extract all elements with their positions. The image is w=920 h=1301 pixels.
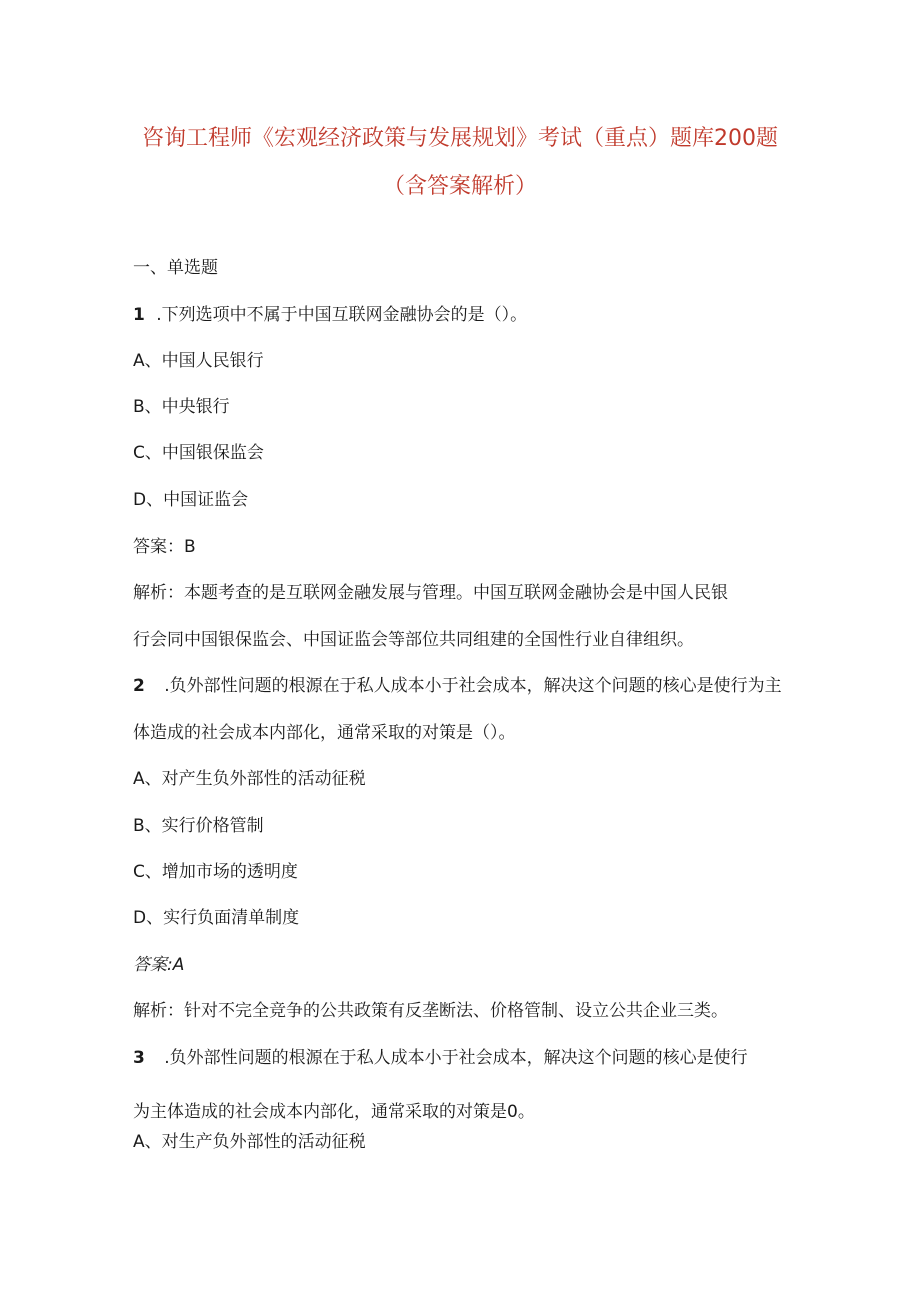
option-d: D、实行负面清单制度: [133, 908, 300, 928]
option-a: A、对产生负外部性的活动征税: [133, 769, 366, 789]
analysis-line-1: 解析：本题考查的是互联网金融发展与管理。中国互联网金融协会是中国人民银: [133, 583, 728, 603]
answer: 答案:A: [133, 955, 185, 975]
option-b: B、中央银行: [133, 397, 230, 417]
option-d: D、中国证监会: [133, 490, 249, 510]
question-number: 1: [133, 305, 145, 325]
option-a: A、中国人民银行: [133, 351, 264, 371]
title-line-2: （含答案解析）: [382, 174, 537, 199]
question-text-cont: 体造成的社会成本内部化，通常采取的对策是（）。: [133, 723, 516, 743]
answer: 答案：B: [133, 537, 196, 557]
option-b: B、实行价格管制: [133, 816, 264, 836]
question-number: 3: [133, 1048, 145, 1068]
option-c: C、中国银保监会: [133, 443, 264, 463]
question-stem: [133, 304, 527, 326]
title-line-1: 咨询工程师《宏观经济政策与发展规划》考试（重点）题库200题: [142, 126, 778, 151]
analysis-line-1: 解析：针对不完全竞争的公共政策有反垄断法、价格管制、设立公共企业三类。: [133, 1001, 728, 1021]
analysis-line-2: 行会同中国银保监会、中国证监会等部位共同组建的全国性行业自律组织。: [133, 630, 694, 650]
question-text: .下列选项中不属于中国互联网金融协会的是（）。: [156, 305, 528, 325]
option-c: C、增加市场的透明度: [133, 862, 298, 882]
question-text: .负外部性问题的根源在于私人成本小于社会成本，解决这个问题的核心是使行: [164, 1048, 748, 1068]
question-stem: [133, 1047, 748, 1069]
question-text: .负外部性问题的根源在于私人成本小于社会成本，解决这个问题的核心是使行为主: [164, 676, 782, 696]
section-heading: 一、单选题: [133, 258, 218, 278]
option-a: A、对生产负外部性的活动征税: [133, 1132, 366, 1152]
question-stem: [133, 675, 782, 697]
question-number: 2: [133, 676, 145, 696]
question-text-cont: 为主体造成的社会成本内部化，通常采取的对策是0。: [133, 1102, 535, 1122]
